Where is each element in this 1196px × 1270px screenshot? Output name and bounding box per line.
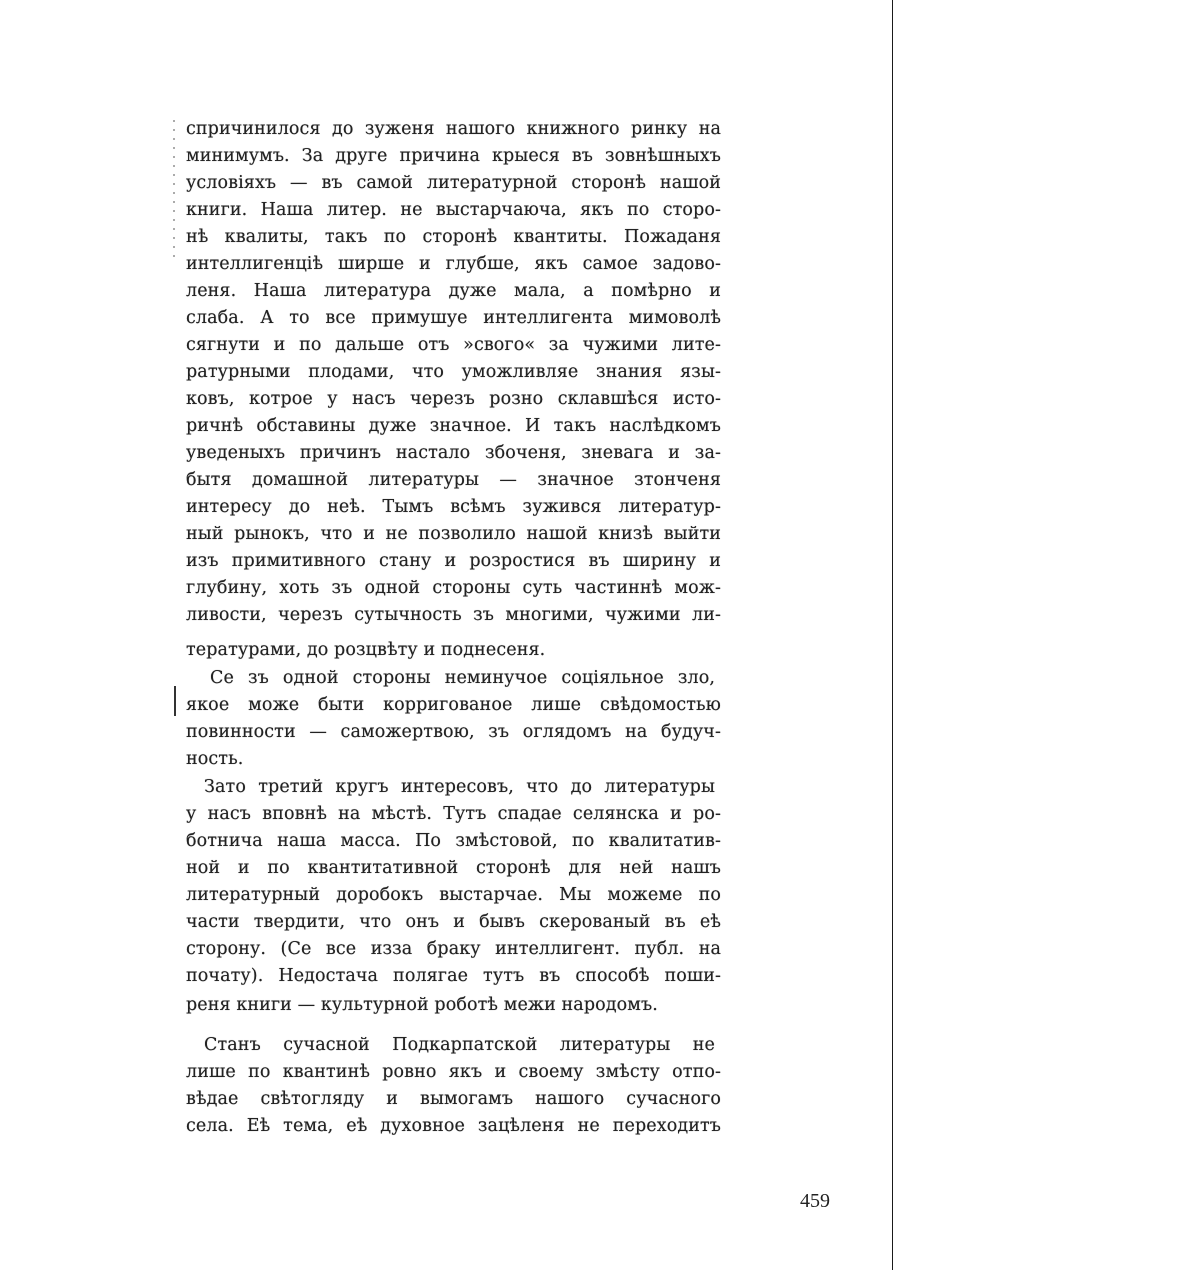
- text-line: слаба. А то все примушуе интеллигента мимоволѣ: [186, 308, 721, 328]
- text-line: ботнича наша масса. По змѣстовой, по квалитатив-: [186, 831, 721, 851]
- text-line: Станъ сучасной Подкарпатской литературы не: [204, 1035, 715, 1055]
- text-line: книги. Наша литер. не выстарчаюча, якъ по сторо-: [186, 200, 721, 220]
- text-line: ковъ, котрое у насъ черезъ розно склавшѣся исто-: [186, 389, 721, 409]
- scan-margin-mark: [173, 120, 175, 260]
- page-number: 459: [800, 1190, 830, 1212]
- text-line: почату). Недостача полягае тутъ въ способѣ поши-: [186, 966, 721, 986]
- text-line: ный рынокъ, что и не позволило нашой книзѣ выйти: [186, 524, 721, 544]
- text-line: Зато третий кругъ интересовъ, что до литературы: [204, 777, 715, 797]
- text-line: ной и по квантитативной сторонѣ для ней нашъ: [186, 858, 721, 878]
- text-line: ричнѣ обставины дуже значное. И такъ наслѣдкомъ: [186, 416, 721, 436]
- text-line: вѣдае свѣтогляду и вымогамъ нашого сучасного: [186, 1089, 721, 1109]
- text-line: тературами, до розцвѣту и поднесеня.: [186, 640, 546, 660]
- text-line: интересу до неѣ. Тымъ всѣмъ зужився литератур-: [186, 497, 721, 517]
- text-line: леня. Наша литература дуже мала, а помѣрно и: [186, 281, 721, 301]
- text-line: условіяхъ — въ самой литературной сторонѣ нашой: [186, 173, 721, 193]
- text-line: ливости, черезъ сутычность зъ многими, чужими ли-: [186, 605, 721, 625]
- text-line: якое може быти корригованое лише свѣдомостью: [186, 695, 721, 715]
- text-line: части твердити, что онъ и бывъ скерованый въ еѣ: [186, 912, 721, 932]
- text-line: глубину, хоть зъ одной стороны суть частиннѣ мож-: [186, 578, 721, 598]
- text-line: интеллигенціѣ ширше и глубше, якъ самое задово-: [186, 254, 721, 274]
- text-line: реня книги — культурной роботѣ межи народомъ.: [186, 995, 658, 1015]
- text-line: повинности — саможертвою, зъ оглядомъ на будуч-: [186, 722, 721, 742]
- text-line: минимумъ. За друге причина крыеся въ зовнѣшныхъ: [186, 146, 721, 166]
- text-line: бытя домашной литературы — значное зтонченя: [186, 470, 721, 490]
- text-line: ратурными плодами, что уможливляе знания язы-: [186, 362, 721, 382]
- text-line: спричинилося до зуженя нашого книжного ринку на: [186, 119, 721, 139]
- text-line: сягнути и по дальше отъ »свого« за чужими лите-: [186, 335, 721, 355]
- text-line: у насъ вповнѣ на мѣстѣ. Тутъ спадае селянска и ро-: [186, 804, 721, 824]
- scanned-text-block: [176, 112, 728, 1180]
- text-line: уведеныхъ причинъ настало збоченя, зневага и за-: [186, 443, 721, 463]
- text-line: изъ примитивного стану и розростися въ ширину и: [186, 551, 721, 571]
- text-line: ность.: [186, 749, 244, 769]
- text-line: сторону. (Се все изза браку интеллигент. публ. на: [186, 939, 721, 959]
- text-line: села. Еѣ тема, еѣ духовное зацѣленя не переходитъ: [186, 1116, 721, 1136]
- text-line: нѣ квалиты, такъ по сторонѣ квантиты. Пожаданя: [186, 227, 721, 247]
- text-line: литературный доробокъ выстарчае. Мы можеме по: [186, 885, 721, 905]
- text-line: лише по квантинѣ ровно якъ и своему змѣсту отпо-: [186, 1062, 721, 1082]
- text-line: Се зъ одной стороны неминучое соціяльное зло,: [210, 668, 715, 688]
